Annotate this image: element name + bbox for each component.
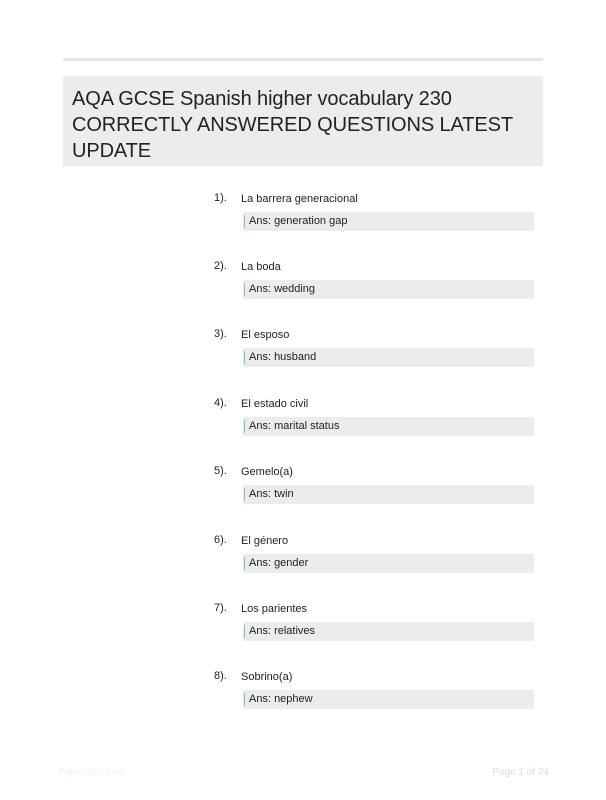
question-item-4: [0, 396, 606, 456]
question-number: 3).: [214, 328, 227, 340]
answer-text: Ans: relatives: [249, 625, 316, 637]
answer-text: Ans: nephew: [249, 693, 313, 705]
answer-marker: [244, 557, 245, 570]
question-item-8: [0, 669, 606, 729]
question-term: La boda: [241, 261, 281, 273]
question-term: El género: [241, 535, 289, 547]
question-term: Los parientes: [241, 603, 308, 615]
answer-marker: [244, 693, 245, 706]
question-number: 7).: [214, 602, 227, 614]
question-number: 2).: [214, 260, 227, 272]
answer-marker: [244, 215, 245, 228]
question-number: 5).: [214, 465, 227, 477]
document-title: AQA GCSE Spanish higher vocabulary 230 CORRECTLY ANSWERED QUESTIONS LATEST UPDATE: [72, 88, 513, 162]
question-term: Gemelo(a): [241, 466, 293, 478]
top-divider: [63, 58, 543, 61]
question-number: 1).: [214, 192, 227, 204]
footer-watermark: Paperbtbc.com: [58, 767, 126, 778]
answer-marker: [244, 488, 245, 501]
question-item-2: [0, 259, 606, 319]
question-number: 6).: [214, 534, 227, 546]
answer-box: [243, 417, 534, 436]
answer-marker: [244, 351, 245, 364]
question-term: Sobrino(a): [241, 671, 293, 683]
answer-text: Ans: husband: [249, 351, 317, 363]
question-term: La barrera generacional: [241, 193, 358, 205]
answer-text: Ans: generation gap: [249, 215, 348, 227]
answer-text: Ans: wedding: [249, 283, 316, 295]
answer-text: Ans: marital status: [249, 420, 340, 432]
answer-box: [243, 485, 534, 504]
question-item-1: [0, 191, 606, 251]
answer-marker: [244, 283, 245, 296]
question-term: El estado civil: [241, 398, 309, 410]
question-number: 4).: [214, 397, 227, 409]
answer-marker: [244, 625, 245, 638]
answer-text: Ans: gender: [249, 557, 309, 569]
title-banner: [63, 76, 543, 166]
answer-text: Ans: twin: [249, 488, 294, 500]
answer-box: [243, 280, 534, 299]
question-number: 8).: [214, 670, 227, 682]
answer-box: [243, 348, 534, 367]
answer-box: [243, 212, 534, 231]
answer-box: [243, 690, 534, 709]
answer-marker: [244, 420, 245, 433]
page-indicator: Page 1 of 24: [492, 767, 549, 778]
question-term: El esposo: [241, 329, 290, 341]
question-item-5: [0, 464, 606, 524]
question-item-7: [0, 601, 606, 661]
question-item-3: [0, 327, 606, 387]
question-item-6: [0, 533, 606, 593]
answer-box: [243, 554, 534, 573]
answer-box: [243, 622, 534, 641]
